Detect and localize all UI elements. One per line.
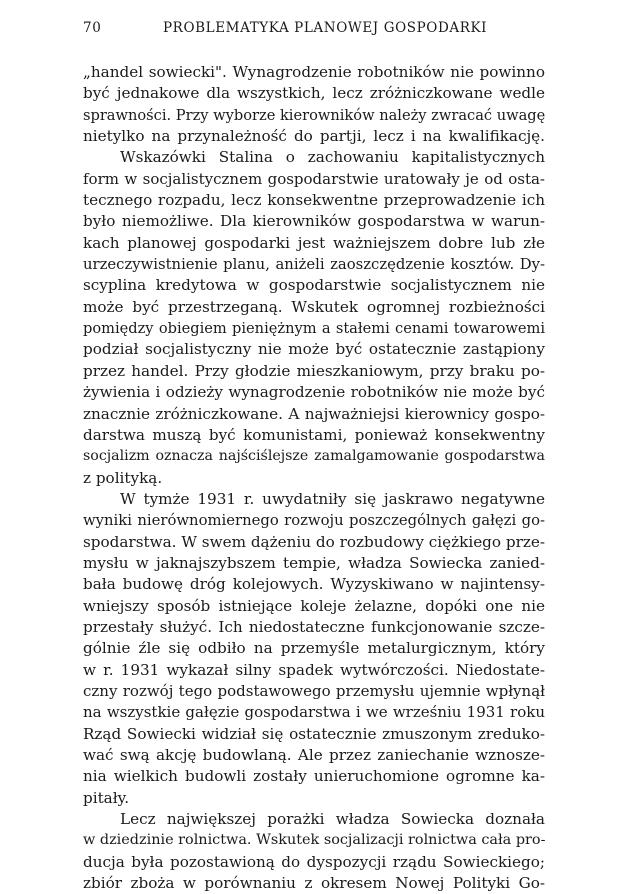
text-line: nia wielkich budowli zostały unieruchomione ogromne ka-: [83, 767, 545, 786]
text-line: bała budowę dróg kolejowych. Wyzyskiwano w najintensy-: [83, 575, 545, 594]
text-line: z polityką.: [83, 468, 163, 487]
text-line: pitały.: [83, 788, 130, 807]
text-line: w r. 1931 wykazał silny spadek wytwórczości. Niedostate-: [83, 660, 545, 679]
text-line: Rząd Sowiecki widział się ostatecznie zmuszonym zreduko-: [83, 724, 545, 743]
text-line: przez handel. Przy głodzie mieszkaniowym, przy braku po-: [83, 361, 545, 380]
page-header: [83, 20, 545, 40]
text-line: gólnie źle się odbiło na przemyśle metalurgicznym, który: [83, 639, 545, 658]
text-line: pomiędzy obiegiem pieniężnym a stałemi cenami towarowemi: [83, 320, 545, 338]
text-line: przestały służyć. Ich niedostateczne funkcjonowanie szcze-: [83, 617, 545, 636]
body-text: [83, 62, 545, 894]
text-line: wać swą akcję budowlaną. Ale przez zaniechanie wznosze-: [83, 746, 545, 764]
text-line: Lecz największej porażki władza Sowiecka doznała: [120, 810, 545, 829]
text-line: „handel sowiecki". Wynagrodzenie robotników nie powinno: [83, 63, 545, 81]
text-line: spodarstwa. W swem dążeniu do rozbudowy ciężkiego prze-: [83, 532, 545, 551]
text-line: może być przestrzeganą. Wskutek ogromnej rozbieżności: [83, 297, 545, 316]
text-line: w dziedzinie rolnictwa. Wskutek socjalizacji rolnictwa cała pro-: [83, 832, 546, 849]
text-line: być jednakowe dla wszystkich, lecz zróżniczkowane wedle: [83, 84, 545, 103]
text-line: sprawności. Przy wyborze kierowników należy zwracać uwagę: [83, 106, 546, 124]
text-line: darstwa muszą być komunistami, ponieważ konsekwentny: [83, 425, 545, 444]
text-line: podział socjalistyczny nie może być ostatecznie zastąpiony: [83, 340, 545, 359]
text-line: Wskazówki Stalina o zachowaniu kapitalistycznych: [120, 148, 545, 167]
text-line: na wszystkie gałęzie gospodarstwa i we wrześniu 1931 roku: [83, 703, 545, 722]
text-line: W tymże 1931 r. uwydatniły się jaskrawo negatywne: [120, 489, 545, 508]
text-line: wyniki nierównomiernego rozwoju poszczególnych gałęzi go-: [83, 512, 545, 530]
text-line: kach planowej gospodarki jest ważniejszem dobre lub złe: [83, 233, 545, 252]
text-line: tecznego rozpadu, lecz konsekwentne przeprowadzenie ich: [83, 191, 545, 210]
text-line: nietylko na przynależność do partji, lecz i na kwalifikację.: [83, 127, 545, 146]
text-line: znacznie zróżniczkowane. A najważniejsi kierownicy gospo-: [83, 404, 545, 423]
text-line: ducja była pozostawioną do dyspozycji rządu Sowieckiego;: [83, 852, 545, 871]
text-line: scyplina kredytowa w gospodarstwie socjalistycznem nie: [83, 276, 545, 295]
text-line: form w socjalistycznem gospodarstwie uratowały je od osta-: [83, 169, 545, 188]
text-line: było niemożliwe. Dla kierowników gospodarstwa w warun-: [83, 212, 545, 231]
running-title: PROBLEMATYKA PLANOWEJ GOSPODARKI: [163, 20, 488, 36]
text-line: wniejszy sposób istniejące koleje żelazne, dopóki one nie: [83, 596, 545, 615]
text-line: zbiór zboża w porównaniu z okresem Nowej Polityki Go-: [83, 874, 545, 893]
text-line: czny rozwój tego podstawowego przemysłu ujemnie wpłynął: [83, 681, 545, 700]
text-line: urzeczywistnienie planu, aniżeli zaoszczędzenie kosztów. Dy-: [83, 256, 545, 274]
text-line: żywienia i odzieży wynagrodzenie robotników nie może być: [83, 383, 545, 402]
text-line: socjalizm oznacza najściślejsze zamalgamowanie gospodarstwa: [83, 448, 545, 465]
text-line: mysłu w jaknajszybszem tempie, władza Sowiecka zanied-: [83, 553, 545, 572]
page-number: 70: [83, 20, 102, 36]
